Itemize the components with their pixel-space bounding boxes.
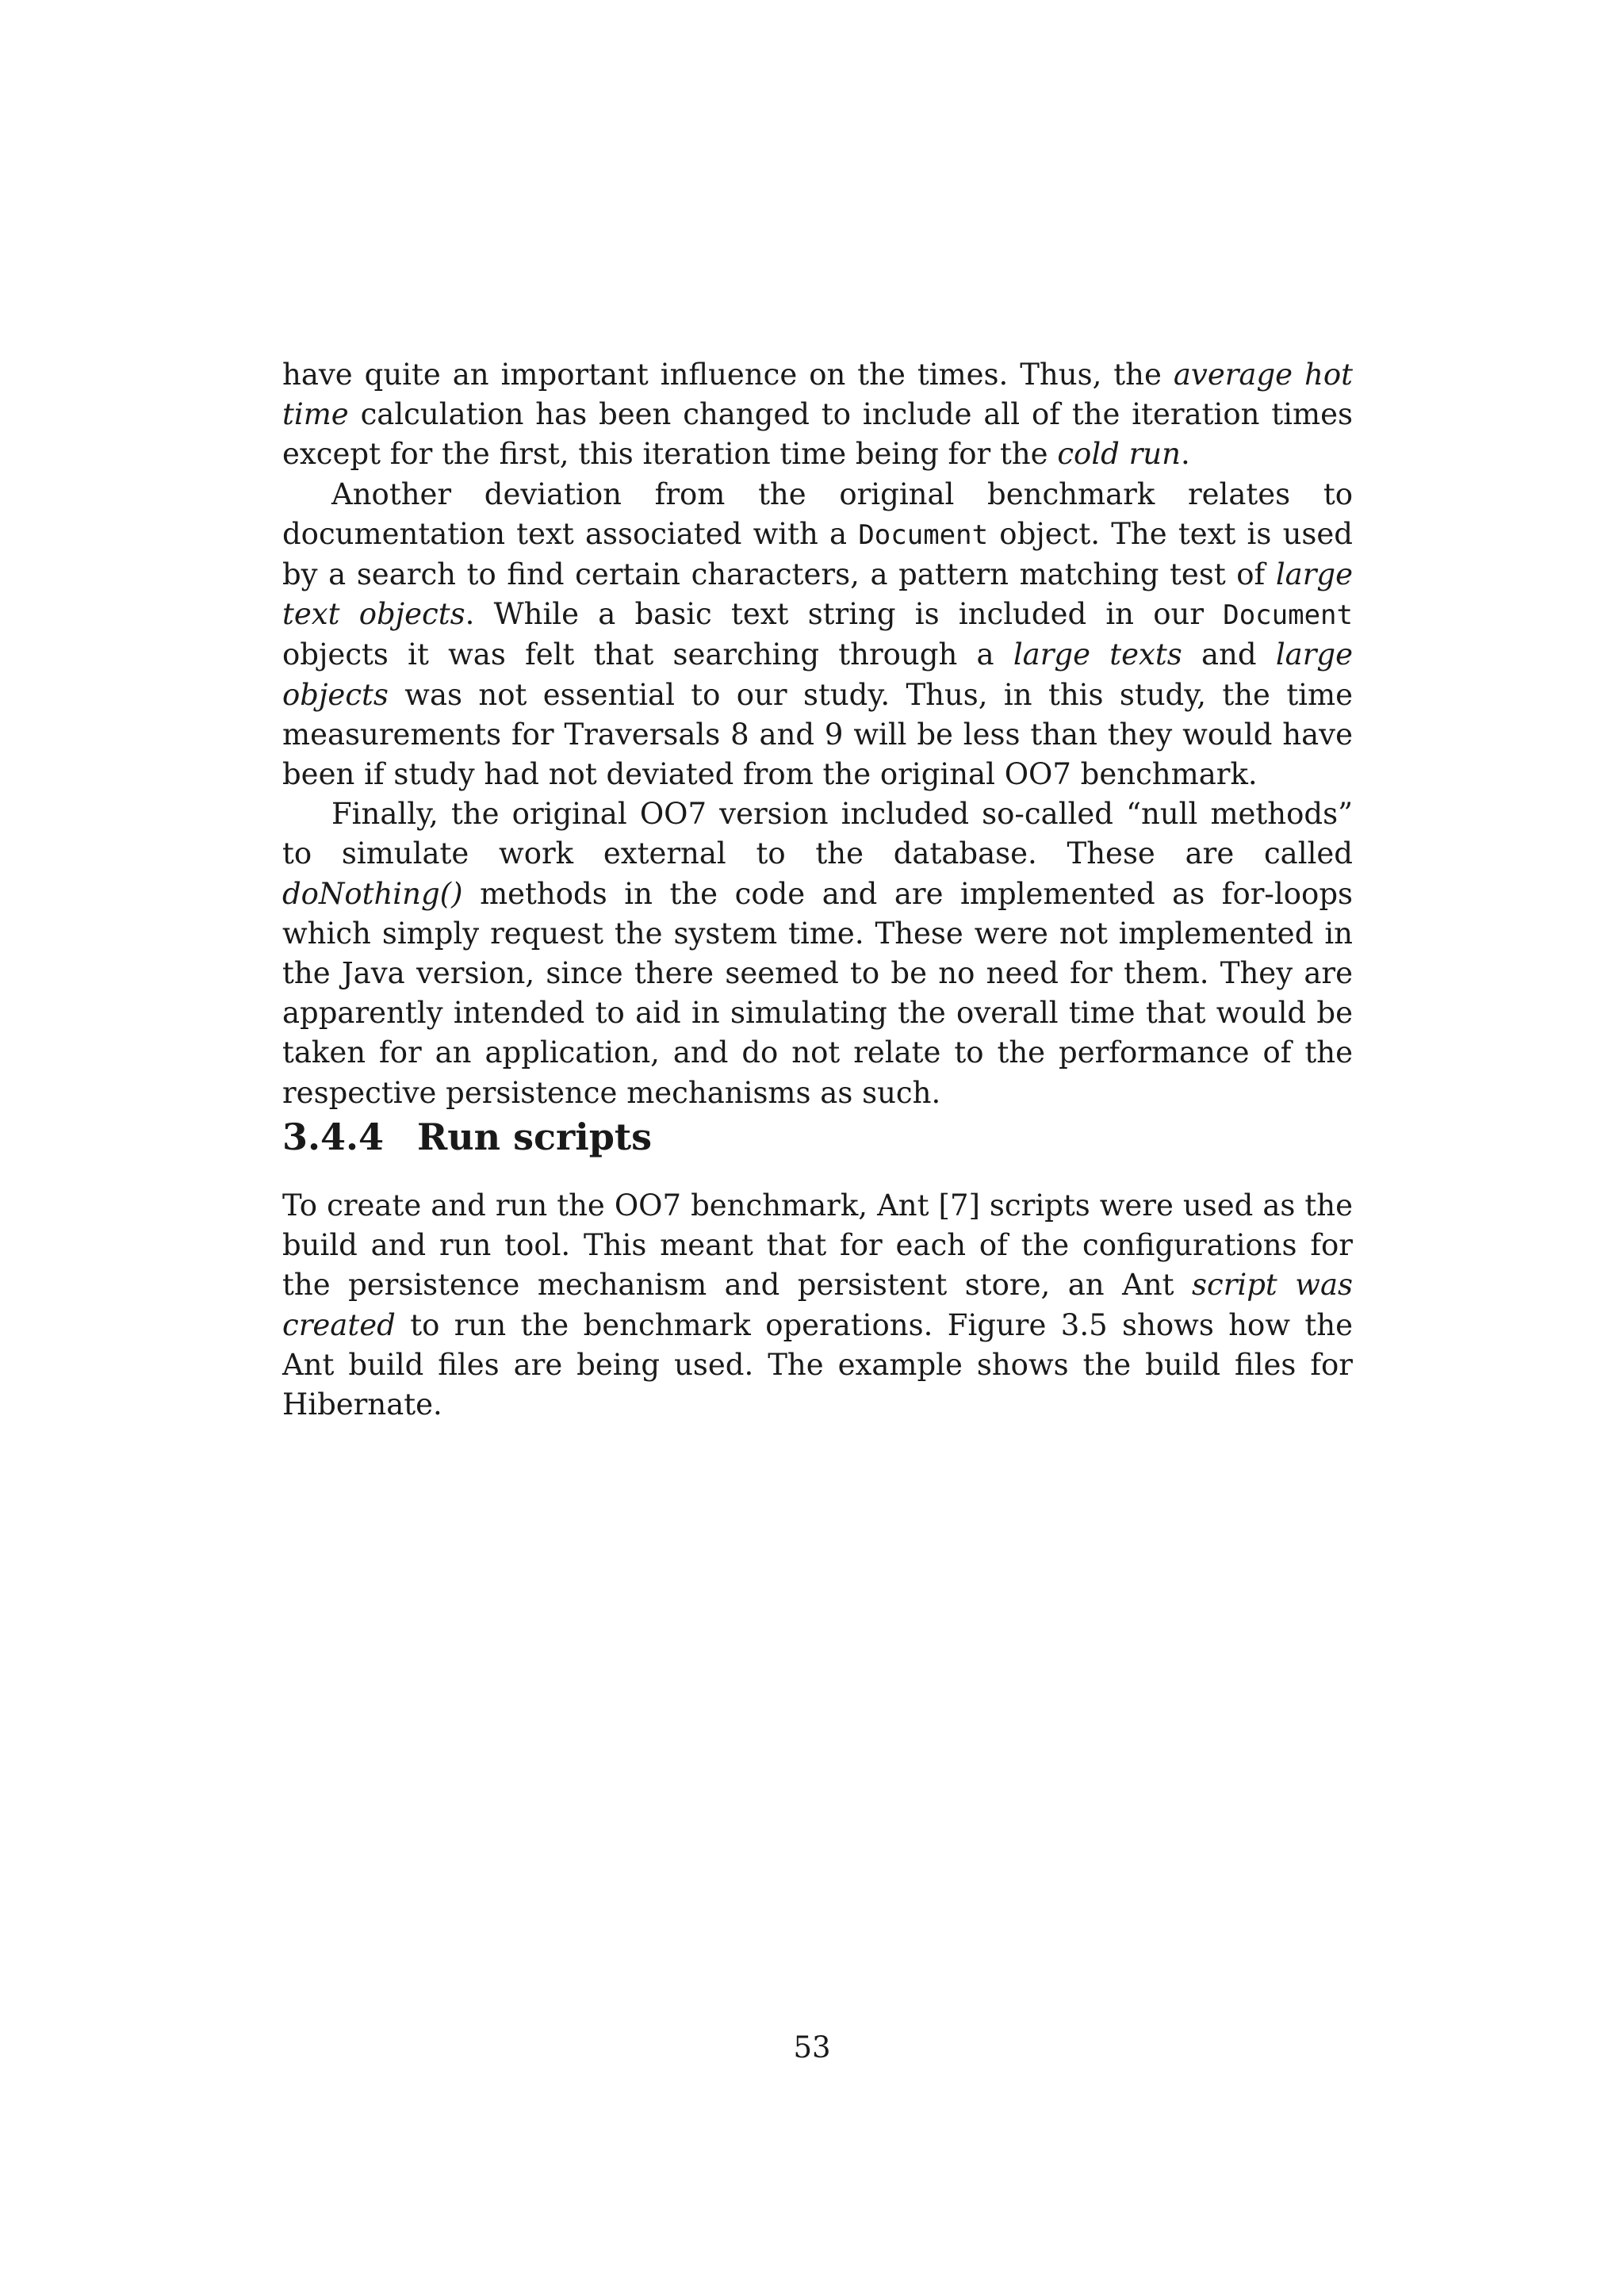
section-heading <box>282 1113 1353 1161</box>
emphasis-donothing: doNothing() <box>282 876 463 911</box>
emphasis-large-text-objects: large text objects <box>282 557 1353 632</box>
section-number: 3.4.4 <box>282 1115 385 1158</box>
emphasis-average-hot-time: average hot time <box>282 358 1354 432</box>
emphasis-large-texts: large texts <box>1013 637 1182 672</box>
text-run: have quite an important influence on the times. Thus, the <box>282 358 1174 392</box>
emphasis-large-objects: large objects <box>282 637 1353 712</box>
text-run: Finally, the original OO7 version included so-called “null methods” to simulate work external to the database. These are called <box>282 797 1353 871</box>
text-run: To create and run the OO7 benchmark, Ant [7] scripts were used as the build and run tool. This meant that for each of the configurations for the persistence mechanism and persistent store, an Ant <box>282 1188 1353 1303</box>
text-run: was not essential to our study. Thus, in this study, the time measurements for Traversals 8 and 9 will be less than they would have been if study had not deviated from the original OO7 benchmark. <box>282 677 1353 792</box>
emphasis-cold-run: cold run <box>1057 437 1181 472</box>
text-run: and <box>1182 637 1276 672</box>
body-text-lower <box>282 1186 1353 1425</box>
text-run: methods in the code and are implemented as for-loops which simply request the system time. These were not implemented in the Java version, since there seemed to be no need for them. They are apparently intended to aid in simulating the overall time that would be taken for an application, and do not relate to the performance of the respective persistence mechanisms as such. <box>282 876 1353 1110</box>
text-run: . While a basic text string is included in our <box>465 597 1224 632</box>
text-run: to run the benchmark operations. Figure 3.5 shows how the Ant build files are being used. The example shows the build files for Hibernate. <box>282 1307 1353 1422</box>
paragraph-null-methods <box>282 794 1353 1113</box>
text-run: Another deviation from the original benchmark relates to documentation text associated with a <box>282 476 1353 551</box>
text-run: objects it was felt that searching through a <box>282 637 1013 672</box>
body-text-upper <box>282 355 1353 1113</box>
text-run: object. The text is used by a search to find certain characters, a pattern matching test of <box>282 516 1353 592</box>
paragraph-run-scripts <box>282 1186 1353 1425</box>
text-run: . <box>1180 437 1190 472</box>
page-number: 53 <box>793 2030 831 2064</box>
paragraph-deviation <box>282 475 1353 795</box>
section-title: Run scripts <box>417 1115 653 1158</box>
code-document: Document <box>858 519 989 551</box>
emphasis-script-was-created: script was created <box>282 1268 1354 1342</box>
code-document: Document <box>1223 599 1353 632</box>
text-run: calculation has been changed to include all of the iteration times except for the first, this iteration time being for the <box>282 397 1353 472</box>
paragraph-hot-time <box>282 355 1353 475</box>
